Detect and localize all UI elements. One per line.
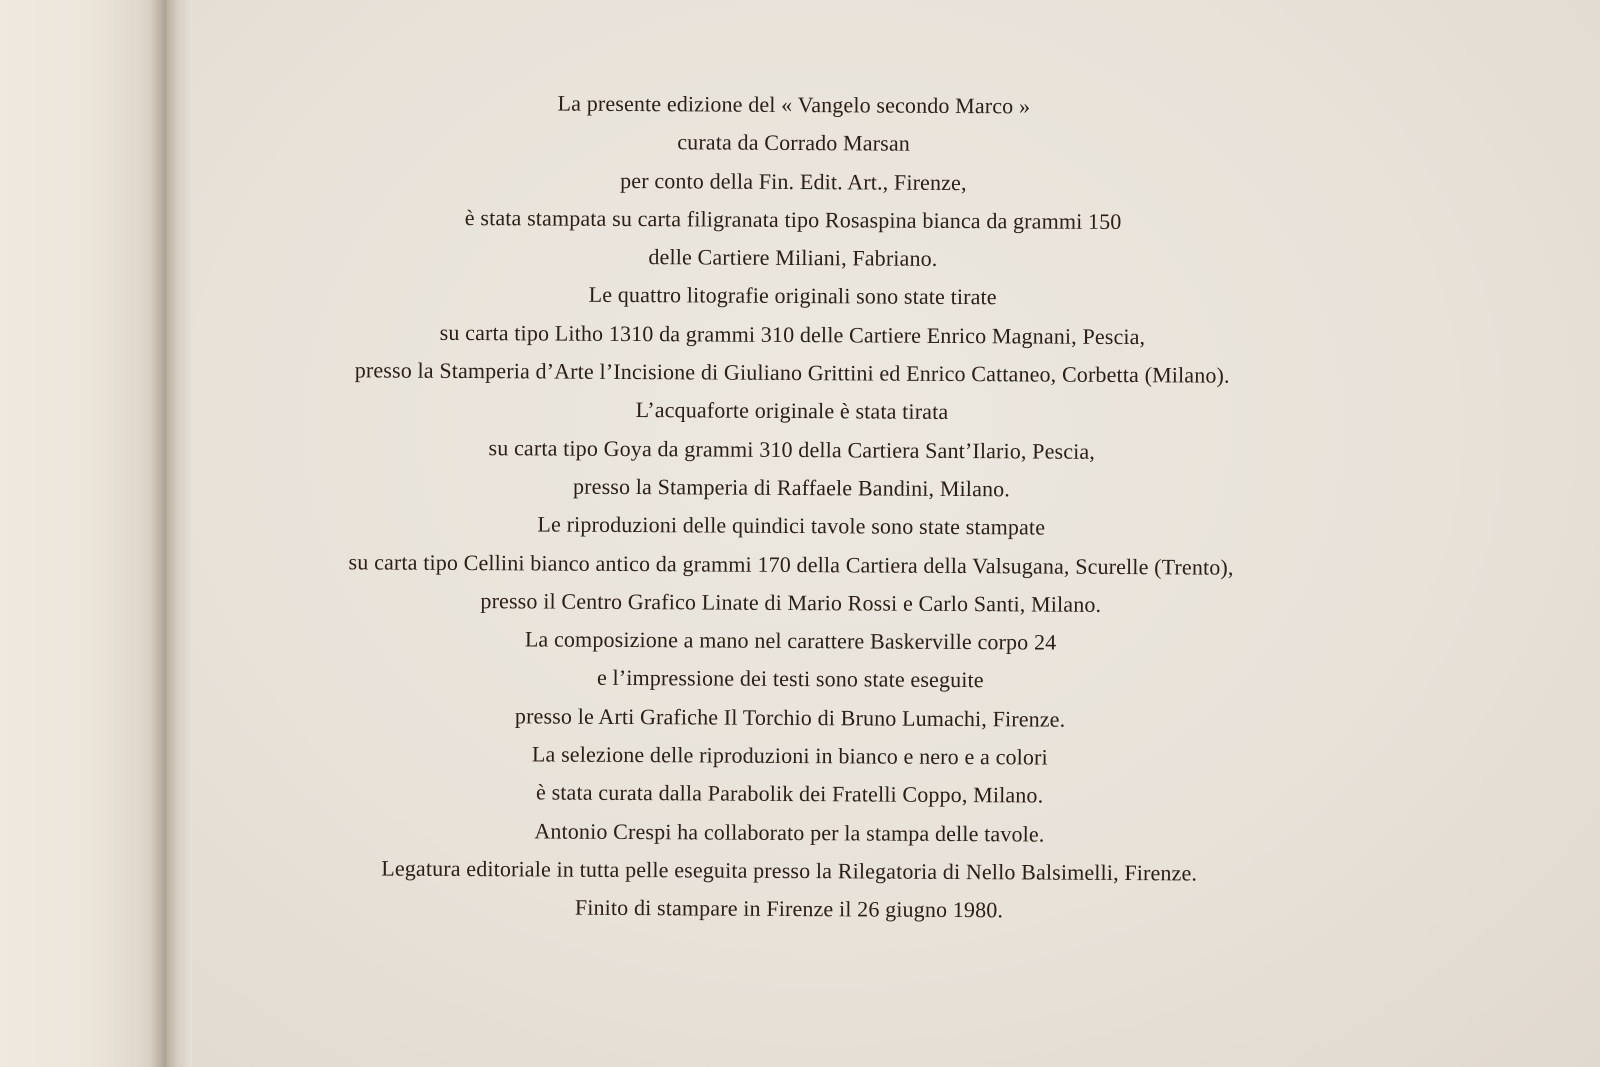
colophon-line: presso le Arti Grafiche Il Torchio di Bruno Lumachi, Firenze. <box>514 703 1066 732</box>
colophon-line: Le riproduzioni delle quindici tavole sono state stampate <box>537 511 1046 540</box>
colophon-line: La presente edizione del « Vangelo secondo Marco » <box>557 90 1031 119</box>
colophon-line: Le quattro litografie originali sono state tirate <box>588 282 997 310</box>
colophon-line: Finito di stampare in Firenze il 26 giugno 1980. <box>574 894 1004 923</box>
colophon-line: presso la Stamperia d’Arte l’Incisione di Giuliano Grittini ed Enrico Cattaneo, Corbetta (Milano). <box>354 357 1230 388</box>
colophon-line: La selezione delle riproduzioni in bianco e nero e a colori <box>531 741 1048 770</box>
colophon-line: è stata stampata su carta filigranata tipo Rosaspina bianca da grammi 150 <box>464 204 1122 234</box>
colophon-line: presso il Centro Grafico Linate di Mario Rossi e Carlo Santi, Milano. <box>480 587 1102 617</box>
left-page <box>0 0 168 1067</box>
colophon-line: su carta tipo Cellini bianco antico da grammi 170 della Cartiera della Valsugana, Scurelle (Trento), <box>348 548 1234 580</box>
colophon-line: e l’impressione dei testi sono state eseguite <box>596 665 984 693</box>
colophon-line: è stata curata dalla Parabolik dei Fratelli Coppo, Milano. <box>535 779 1044 808</box>
colophon-line: delle Cartiere Miliani, Fabriano. <box>648 244 938 272</box>
colophon-line: su carta tipo Goya da grammi 310 della Cartiera Sant’Ilario, Pescia, <box>488 434 1096 464</box>
colophon-line: su carta tipo Litho 1310 da grammi 310 delle Cartiere Enrico Magnani, Pescia, <box>439 319 1146 349</box>
colophon-line: per conto della Fin. Edit. Art., Firenze, <box>620 167 967 195</box>
colophon-line: presso la Stamperia di Raffaele Bandini, Milano. <box>573 473 1011 502</box>
colophon-line: Legatura editoriale in tutta pelle eseguita presso la Rilegatoria di Nello Balsimelli, Firenze. <box>381 855 1198 886</box>
colophon-line: La composizione a mano nel carattere Baskerville corpo 24 <box>524 626 1057 655</box>
colophon-line: Antonio Crespi ha collaborato per la stampa delle tavole. <box>534 818 1045 847</box>
colophon-line: L’acquaforte originale è stata tirata <box>635 397 949 425</box>
colophon-line: curata da Corrado Marsan <box>677 129 911 157</box>
colophon-text <box>183 82 1400 932</box>
